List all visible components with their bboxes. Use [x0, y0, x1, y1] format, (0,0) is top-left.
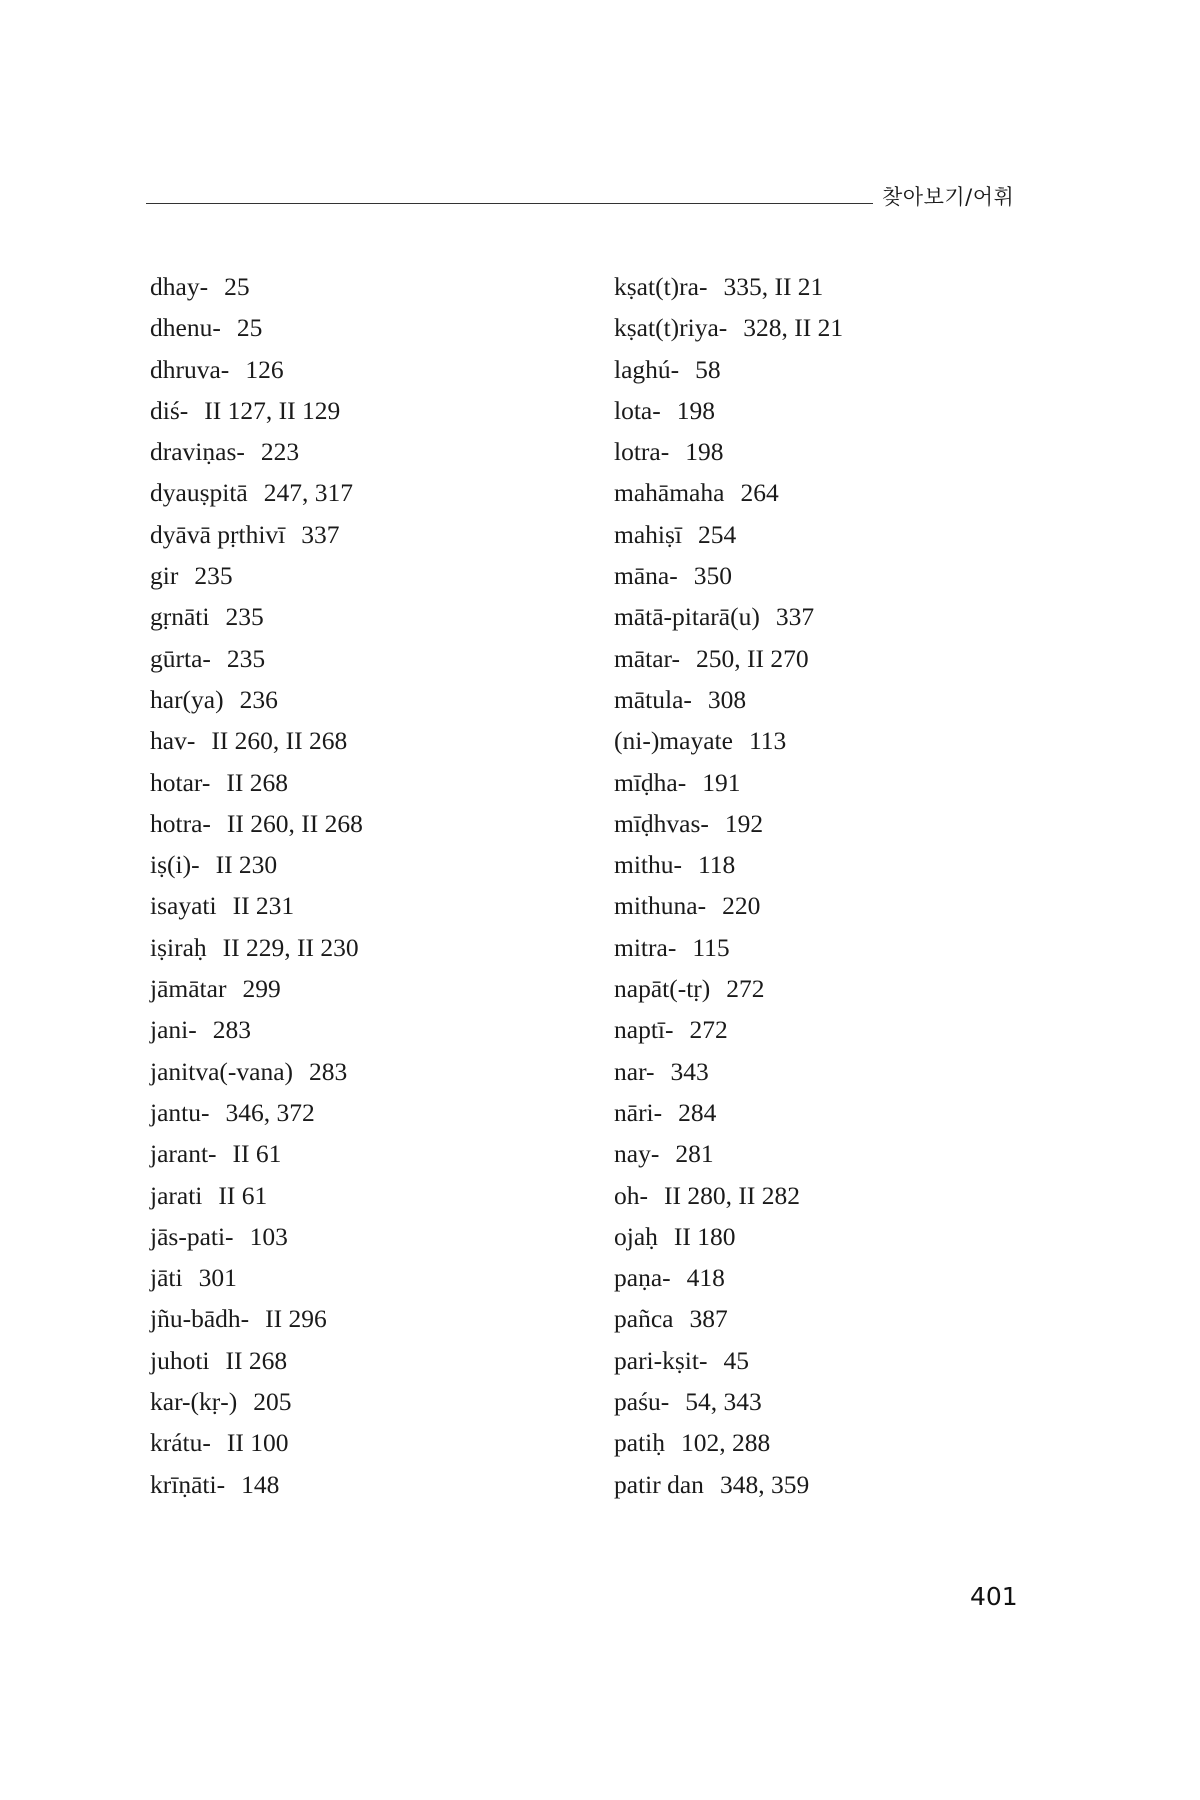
index-page-refs: II 230: [215, 850, 278, 880]
index-term: mātula-: [614, 684, 692, 714]
index-page-refs: II 61: [232, 1139, 282, 1169]
index-page-refs: 45: [723, 1345, 749, 1375]
index-page-refs: 54, 343: [685, 1387, 762, 1417]
index-term: dyāvā pṛthivī: [150, 519, 286, 549]
index-entry: [614, 472, 843, 513]
index-entry: [150, 1175, 363, 1216]
index-page-refs: 223: [260, 437, 300, 467]
index-entry: [150, 1133, 363, 1174]
index-term: mātā-pitarā(u): [614, 602, 760, 632]
index-term: gṛnāti: [150, 602, 210, 632]
index-entry: [150, 390, 363, 431]
index-page-refs: 337: [775, 602, 815, 632]
index-term: mitra-: [614, 932, 677, 962]
index-term: patir dan: [614, 1469, 704, 1499]
index-term: dhenu-: [150, 313, 221, 343]
index-entry: [150, 720, 363, 761]
index-entry: [614, 1464, 843, 1505]
index-term: mātar-: [614, 643, 681, 673]
index-entry: [614, 1216, 843, 1257]
index-page-refs: 25: [224, 272, 250, 301]
index-term: janitva(-vana): [150, 1056, 294, 1086]
index-term: nāri-: [614, 1097, 663, 1127]
index-page-refs: 328, II 21: [743, 313, 844, 343]
index-page-refs: II 260, II 268: [226, 808, 363, 838]
index-entry: [150, 1422, 363, 1463]
index-term: gir: [150, 561, 179, 591]
index-page-refs: 235: [226, 643, 266, 673]
index-entry: [614, 1422, 843, 1463]
index-entry: [614, 968, 843, 1009]
index-page-refs: 103: [249, 1221, 288, 1251]
index-entry: [614, 1092, 843, 1133]
index-page-refs: 236: [239, 684, 278, 714]
index-entry: [614, 1051, 843, 1092]
index-term: dhruva-: [150, 354, 230, 384]
index-page-refs: 348, 359: [719, 1469, 810, 1499]
index-page-refs: 115: [692, 932, 730, 962]
index-page-refs: 418: [686, 1263, 725, 1293]
index-entry: [614, 390, 843, 431]
index-term: nar-: [614, 1056, 655, 1086]
index-page-refs: 220: [722, 891, 761, 921]
running-head: 찾아보기/어휘: [882, 185, 1015, 209]
index-term: isayati: [150, 891, 217, 921]
index-term: mithuna-: [614, 891, 707, 921]
index-term: oh-: [614, 1180, 648, 1210]
index-entry: [150, 803, 363, 844]
index-entry: [150, 472, 363, 513]
index-page-refs: 283: [309, 1056, 348, 1086]
index-entry: [614, 1381, 843, 1422]
index-page-refs: 192: [724, 808, 764, 838]
index-page-refs: 281: [675, 1139, 714, 1169]
index-entry: [614, 1257, 843, 1298]
index-entry: [614, 679, 843, 720]
index-entry: [150, 514, 363, 555]
index-page-refs: 343: [670, 1056, 709, 1086]
index-entry: [150, 1298, 363, 1339]
index-term: jarant-: [150, 1139, 217, 1169]
index-entry: [150, 1464, 363, 1505]
index-entry: [614, 762, 843, 803]
index-term: jarati: [150, 1180, 203, 1210]
index-term: hotra-: [150, 808, 211, 838]
index-page-refs: 126: [245, 354, 284, 384]
index-term: krīṇāti-: [150, 1469, 226, 1499]
index-term: jantu-: [150, 1097, 210, 1127]
index-page-refs: 250, II 270: [696, 643, 809, 673]
index-term: mithu-: [614, 850, 682, 880]
index-term: mīḍha-: [614, 767, 687, 797]
index-page-refs: 148: [241, 1469, 280, 1499]
index-term: diś-: [150, 395, 189, 425]
index-entry: [150, 266, 363, 307]
index-term: napāt(-tṛ): [614, 974, 711, 1004]
index-page-refs: 272: [726, 974, 765, 1004]
index-entry: [150, 1216, 363, 1257]
index-page-refs: 350: [693, 561, 732, 591]
index-page-refs: II 229, II 230: [222, 932, 359, 962]
index-page-refs: II 260, II 268: [211, 726, 348, 756]
index-page-refs: 254: [698, 519, 737, 549]
index-entry: [150, 431, 363, 472]
index-entry: [150, 555, 363, 596]
index-entry: [150, 968, 363, 1009]
index-entry: [614, 266, 843, 307]
index-term: jani-: [150, 1015, 197, 1045]
index-page-refs: 118: [698, 850, 736, 880]
index-page-refs: 284: [678, 1097, 717, 1127]
index-entry: [614, 1340, 843, 1381]
index-entry: [150, 1257, 363, 1298]
index-page-refs: 387: [689, 1304, 728, 1334]
index-page-refs: 198: [676, 395, 715, 425]
index-entry: [614, 885, 843, 926]
index-entry: [150, 349, 363, 390]
index-entry: [614, 1175, 843, 1216]
page-number: 401: [970, 1582, 1018, 1611]
index-page-refs: II 127, II 129: [204, 395, 341, 425]
index-term: gūrta-: [150, 643, 211, 673]
index-entry: [150, 1051, 363, 1092]
index-term: jñu-bādh-: [150, 1304, 250, 1334]
index-page-refs: 235: [225, 602, 264, 632]
index-page-refs: 25: [236, 313, 263, 343]
index-term: har(ya): [150, 684, 224, 714]
index-page-refs: II 268: [226, 767, 288, 797]
index-term: naptī-: [614, 1015, 674, 1045]
index-term: kṣat(t)ra-: [614, 272, 708, 301]
index-page-refs: 301: [198, 1263, 237, 1293]
index-page-refs: 283: [212, 1015, 251, 1045]
index-entry: [614, 803, 843, 844]
index-entry: [614, 514, 843, 555]
index-term: jāmātar: [150, 974, 227, 1004]
index-term: iṣ(i)-: [150, 850, 200, 880]
index-entry: [150, 1381, 363, 1422]
index-entry: [150, 1009, 363, 1050]
index-term: lotra-: [614, 437, 670, 467]
index-page-refs: 337: [301, 519, 340, 549]
index-entry: [150, 762, 363, 803]
index-term: laghú-: [614, 354, 680, 384]
index-column-right: [614, 266, 843, 1505]
index-term: ojaḥ: [614, 1221, 658, 1251]
index-term: mahiṣī: [614, 519, 682, 549]
index-entry: [150, 596, 363, 637]
index-term: (ni-)mayate: [614, 726, 733, 756]
index-term: juhoti: [150, 1345, 210, 1375]
index-page-refs: 272: [689, 1015, 728, 1045]
index-page-refs: 264: [740, 478, 779, 508]
index-entry: [150, 307, 363, 348]
index-term: draviṇas-: [150, 437, 245, 467]
index-page-refs: 191: [702, 767, 741, 797]
index-entry: [614, 431, 843, 472]
index-term: hav-: [150, 726, 196, 756]
index-entry: [614, 307, 843, 348]
index-page-refs: II 268: [225, 1345, 288, 1375]
index-page-refs: 198: [685, 437, 724, 467]
index-page-refs: 235: [194, 561, 233, 591]
index-term: lota-: [614, 395, 661, 425]
index-entry: [150, 1092, 363, 1133]
index-entry: [614, 927, 843, 968]
index-term: māna-: [614, 561, 678, 591]
index-entry: [150, 1340, 363, 1381]
index-page-refs: II 180: [673, 1221, 736, 1251]
index-page-refs: 58: [695, 354, 721, 384]
index-term: kar-(kṛ-): [150, 1387, 238, 1417]
index-entry: [150, 927, 363, 968]
index-page-refs: 113: [748, 726, 787, 756]
index-page-refs: 346, 372: [225, 1097, 315, 1127]
index-page-refs: 299: [242, 974, 281, 1004]
index-page-refs: 308: [707, 684, 747, 714]
header-rule: [146, 203, 873, 204]
index-page-refs: 205: [253, 1387, 292, 1417]
index-term: mīḍhvas-: [614, 808, 709, 838]
index-entry: [614, 638, 843, 679]
index-term: paśu-: [614, 1387, 670, 1417]
index-entry: [614, 1298, 843, 1339]
index-entry: [150, 679, 363, 720]
index-term: paṇa-: [614, 1263, 671, 1293]
index-term: kṣat(t)riya-: [614, 313, 728, 343]
index-term: pañca: [614, 1304, 674, 1334]
index-term: krátu-: [150, 1428, 211, 1458]
index-page-refs: II 231: [232, 891, 295, 921]
index-entry: [150, 638, 363, 679]
index-term: jās-pati-: [150, 1221, 234, 1251]
index-page-refs: 335, II 21: [723, 272, 824, 301]
index-entry: [150, 885, 363, 926]
index-entry: [614, 349, 843, 390]
index-page-refs: 247, 317: [263, 478, 353, 508]
index-entry: [614, 844, 843, 885]
index-column-left: [150, 266, 363, 1505]
index-page-refs: 102, 288: [681, 1428, 771, 1458]
index-term: dyauṣpitā: [150, 478, 248, 508]
index-page-refs: II 61: [218, 1180, 268, 1210]
index-term: iṣiraḥ: [150, 932, 207, 962]
index-entry: [614, 555, 843, 596]
index-entry: [150, 844, 363, 885]
index-term: nay-: [614, 1139, 660, 1169]
index-entry: [614, 1133, 843, 1174]
index-entry: [614, 1009, 843, 1050]
index-entry: [614, 596, 843, 637]
index-term: pari-kṣit-: [614, 1345, 708, 1375]
index-term: jāti: [150, 1263, 183, 1293]
index-term: hotar-: [150, 767, 211, 797]
index-page-refs: II 296: [265, 1304, 327, 1334]
index-term: dhay-: [150, 272, 209, 301]
index-page-refs: II 280, II 282: [664, 1180, 800, 1210]
index-entry: [614, 720, 843, 761]
index-term: mahāmaha: [614, 478, 725, 508]
index-term: patiḥ: [614, 1428, 665, 1458]
index-page-refs: II 100: [226, 1428, 289, 1458]
